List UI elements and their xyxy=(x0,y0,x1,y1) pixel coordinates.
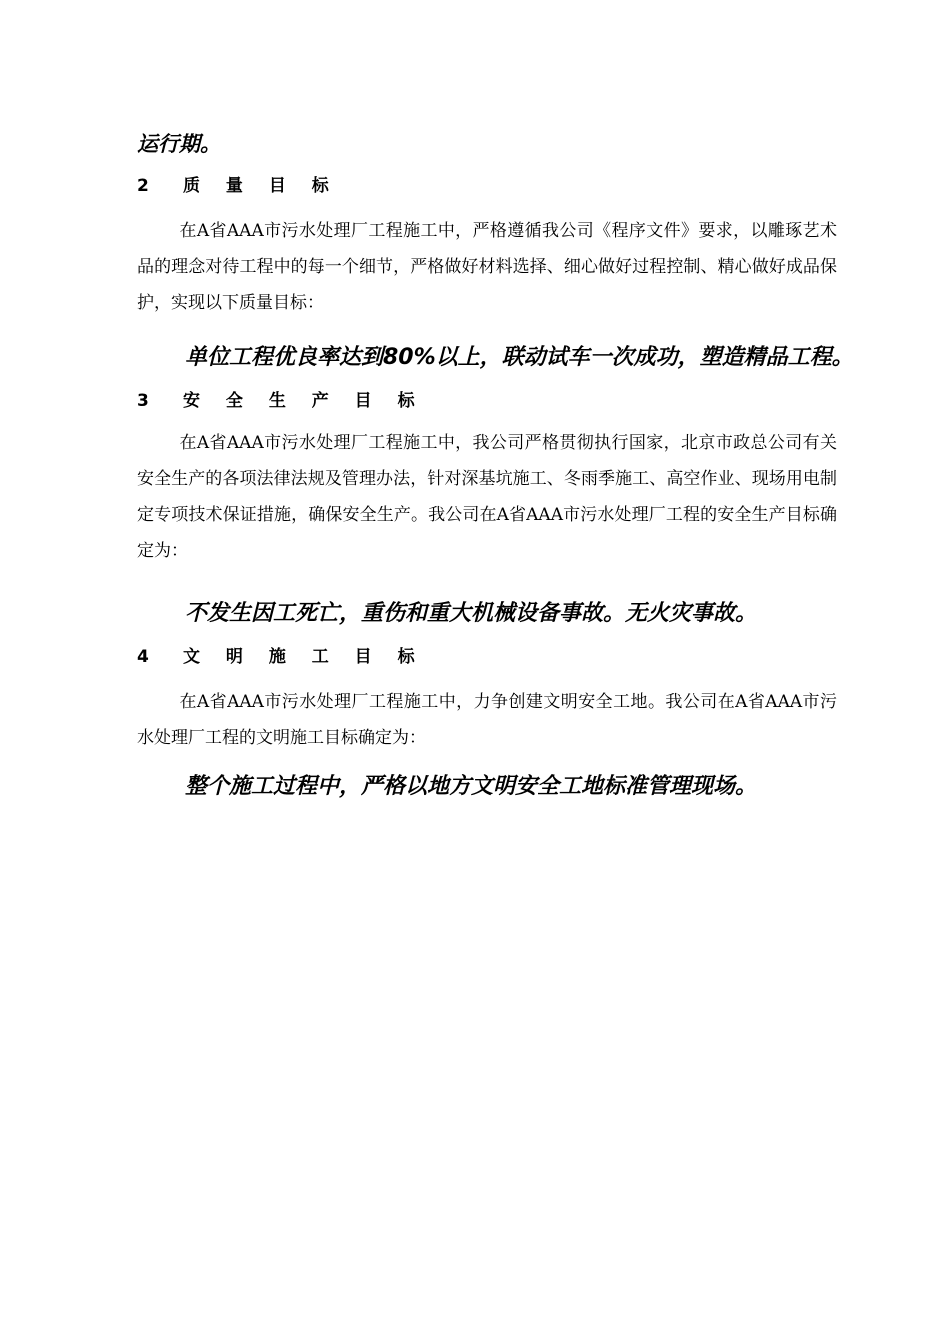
section-paragraph-safety: 在A省AAA市污水处理厂工程施工中，我公司严格贯彻执行国家，北京市政总公司有关安全生产的各项法律法规及管理办法，针对深基坑施工、冬雨季施工、高空作业、现场用电制定专项技术保证措施，确保安全生产。我公司在A省AAA市污水处理厂工程的安全生产目标确定为： xyxy=(137,433,837,561)
section-goal-civilized: 整个施工过程中，严格以地方文明安全工地标准管理现场。 xyxy=(185,774,758,799)
section-number: 4 xyxy=(137,647,149,667)
section-heading-civilized xyxy=(137,642,425,667)
carry-over-text: 运行期。 xyxy=(137,132,221,156)
section-goal-safety: 不发生因工死亡，重伤和重大机械设备事故。无火灾事故。 xyxy=(185,601,758,626)
section-number: 3 xyxy=(137,391,149,411)
section-title: 质 量 目 标 xyxy=(183,176,339,196)
section-goal-quality: 单位工程优良率达到80%以上，联动试车一次成功，塑造精品工程。 xyxy=(185,345,854,370)
section-title: 文 明 施 工 目 标 xyxy=(183,647,425,667)
section-number: 2 xyxy=(137,176,149,196)
section-paragraph-civilized: 在A省AAA市污水处理厂工程施工中，力争创建文明安全工地。我公司在A省AAA市污水处理厂工程的文明施工目标确定为： xyxy=(137,692,837,748)
section-title: 安 全 生 产 目 标 xyxy=(183,391,425,411)
section-paragraph-quality: 在A省AAA市污水处理厂工程施工中，严格遵循我公司《程序文件》要求，以雕琢艺术品的理念对待工程中的每一个细节，严格做好材料选择、细心做好过程控制、精心做好成品保护，实现以下质量目标： xyxy=(137,221,837,313)
section-heading-safety xyxy=(137,386,425,411)
section-heading-quality xyxy=(137,171,339,196)
